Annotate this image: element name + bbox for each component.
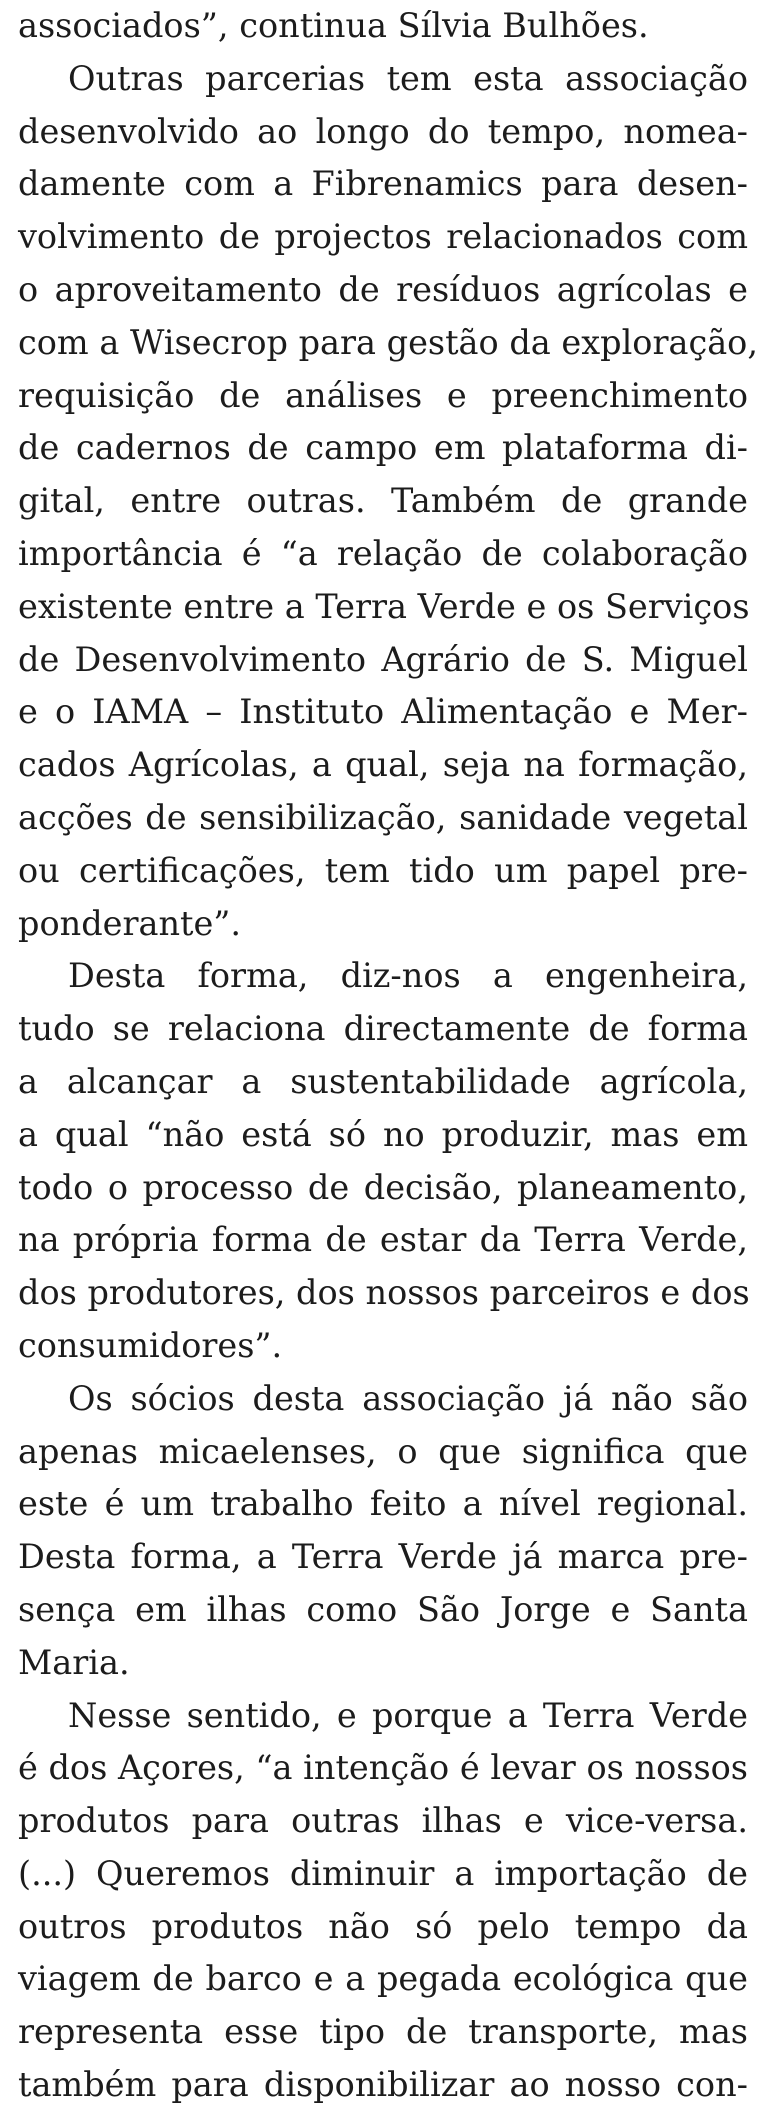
text-line: importância é “a relação de colaboração [18,533,748,573]
text-line: desenvolvido ao longo do tempo, nomea- [18,111,748,151]
text-line: Desta forma, diz-nos a engenheira, [68,956,748,996]
text-line: damente com a Fibrenamics para desen- [18,164,748,204]
paragraph [18,0,748,53]
text-line: Maria. [18,1642,130,1682]
text-line: ponderante”. [18,903,242,943]
text-line: ou certificações, tem tido um papel pre- [18,850,748,890]
text-line: consumidores”. [18,1325,283,1365]
text-line: acções de sensibilização, sanidade vegetal [18,797,748,837]
text-line: volvimento de projectos relacionados com [18,217,748,257]
text-line: de Desenvolvimento Agrário de S. Miguel [18,639,748,679]
text-line: com a Wisecrop para gestão da exploração, [18,322,758,362]
text-line: é dos Açores, “a intenção é levar os nossos [18,1748,748,1788]
article-page [18,0,758,2112]
text-line: associados”, continua Sílvia Bulhões. [18,6,649,45]
paragraph [18,1690,748,2112]
text-line: requisição de análises e preenchimento [18,375,748,415]
text-line: dos produtores, dos nossos parceiros e dos [18,1273,750,1313]
text-line: produtos para outras ilhas e vice-versa. [18,1801,748,1841]
article-body [18,0,758,2112]
text-line: também para disponibilizar ao nosso con- [18,2065,748,2105]
text-line: outros produtos não só pelo tempo da [18,1906,748,1946]
text-line: cados Agrícolas, a qual, seja na formação, [18,745,748,785]
paragraph [18,950,748,1372]
text-line: (...) Queremos diminuir a importação de [18,1853,748,1893]
text-line: apenas micaelenses, o que significa que [18,1431,748,1471]
text-line: de cadernos de campo em plataforma di- [18,428,748,468]
text-line: a qual “não está só no produzir, mas em [18,1114,748,1154]
text-line: este é um trabalho feito a nível regional. [18,1484,748,1524]
text-line: o aproveitamento de resíduos agrícolas e [18,269,748,309]
text-line: representa esse tipo de transporte, mas [18,2012,748,2052]
text-line: a alcançar a sustentabilidade agrícola, [18,1061,748,1101]
text-line: existente entre a Terra Verde e os Serviços [18,586,750,626]
text-line: sença em ilhas como São Jorge e Santa [18,1589,748,1629]
paragraph [18,53,758,951]
paragraph [18,1373,748,1690]
text-line: e o IAMA – Instituto Alimentação e Mer- [18,692,748,732]
text-line: na própria forma de estar da Terra Verde, [18,1220,748,1260]
text-line: Os sócios desta associação já não são [68,1378,748,1418]
text-line: tudo se relaciona directamente de forma [18,1009,748,1049]
text-line: Desta forma, a Terra Verde já marca pre- [18,1537,748,1577]
text-line: todo o processo de decisão, planeamento, [18,1167,748,1207]
text-line: Outras parcerias tem esta associação [68,58,748,98]
text-line: gital, entre outras. Também de grande [18,481,748,521]
text-line: Nesse sentido, e porque a Terra Verde [68,1695,748,1735]
text-line: viagem de barco e a pegada ecológica que [18,1959,748,1999]
